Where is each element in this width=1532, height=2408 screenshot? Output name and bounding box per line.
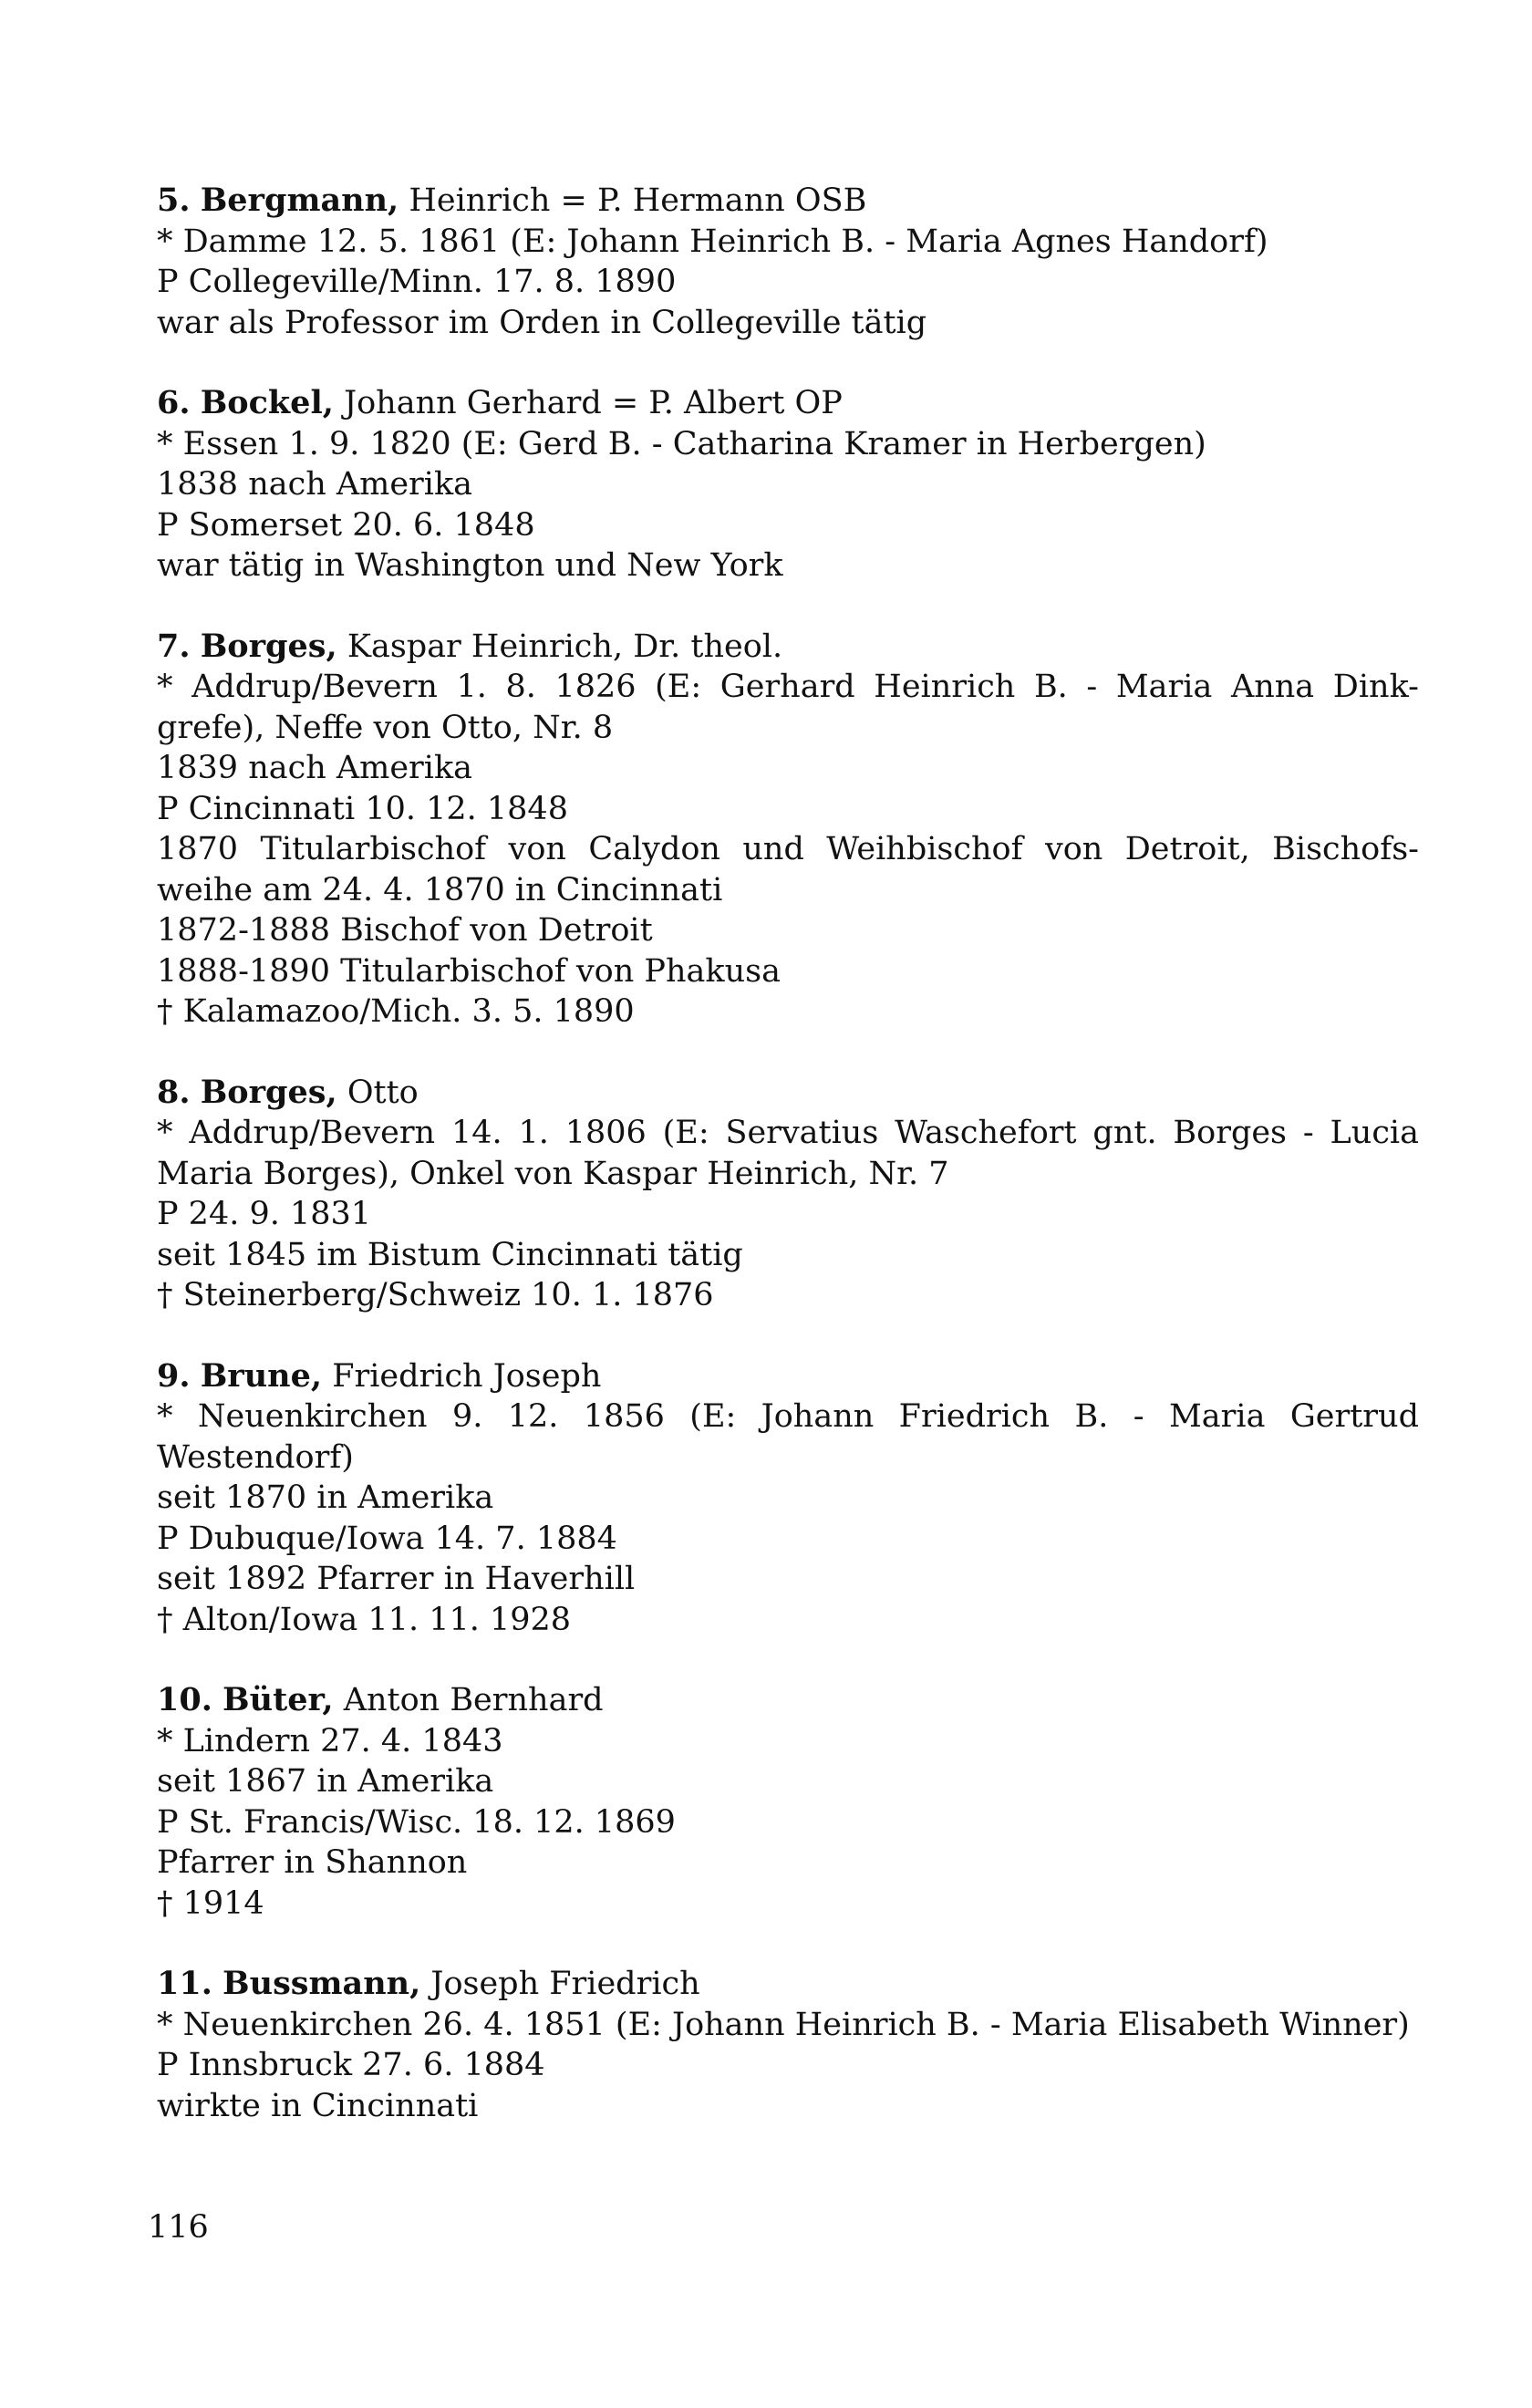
entry-given-names: Joseph Friedrich — [420, 1966, 700, 2002]
entry-detail-line: war als Professor im Orden in Collegeville tätig — [157, 304, 927, 341]
entry-given-names: Kaspar Heinrich, Dr. theol. — [336, 628, 783, 665]
entry-surname: Borges, — [200, 627, 337, 665]
entry — [157, 1964, 1419, 2126]
entry-surname: Bockel, — [200, 384, 334, 421]
entry — [157, 1680, 1419, 1924]
entry-detail-line: seit 1867 in Amerika — [157, 1763, 494, 1800]
entry-detail-line: 1839 nach Amerika — [157, 750, 473, 786]
entry-surname: Brune, — [200, 1356, 323, 1395]
entry-detail-line: grefe), Neffe von Otto, Nr. 8 — [157, 709, 614, 746]
page-number: 116 — [148, 2209, 209, 2246]
entry-detail-line: 1888-1890 Titularbischof von Phakusa — [157, 952, 781, 990]
entry — [157, 383, 1419, 586]
entry-detail-line: Westendorf) — [157, 1438, 354, 1476]
entry-detail-line: P Collegeville/Minn. 17. 8. 1890 — [157, 264, 677, 300]
entry-heading — [157, 1073, 1419, 1114]
entry-list — [157, 181, 1419, 2166]
entry-detail-line: 1872-1888 Bischof von Detroit — [157, 912, 653, 949]
entry-heading — [157, 627, 1419, 668]
entry-given-names: Friedrich Joseph — [322, 1357, 602, 1395]
entry-number: 9. — [157, 1356, 191, 1395]
entry-detail-line: * Essen 1. 9. 1820 (E: Gerd B. - Catharina Kramer in Herbergen) — [157, 425, 1206, 462]
entry-given-names: Anton Bernhard — [333, 1682, 604, 1718]
entry-detail-line: war tätig in Washington und New York — [157, 547, 783, 584]
entry-detail-line: seit 1892 Pfarrer in Haverhill — [157, 1561, 636, 1597]
entry-detail-line: seit 1870 in Amerika — [157, 1479, 494, 1516]
entry-number: 11. — [157, 1965, 212, 2002]
entry-detail-line: P Dubuque/Iowa 14. 7. 1884 — [157, 1520, 617, 1557]
entry-heading — [157, 1680, 1419, 1721]
entry — [157, 1356, 1419, 1641]
entry-detail-line: weihe am 24. 4. 1870 in Cincinnati — [157, 871, 723, 908]
entry-heading — [157, 1356, 1419, 1397]
entry-detail-line: Maria Borges), Onkel von Kaspar Heinrich, Nr. 7 — [157, 1155, 949, 1192]
entry-detail-line: † Kalamazoo/Mich. 3. 5. 1890 — [157, 993, 635, 1030]
entry-detail-line: 1870 Titularbischof von Calydon und Weihbischof von Detroit, Bischofs- — [157, 831, 1419, 867]
entry-detail-line: P 24. 9. 1831 — [157, 1196, 372, 1232]
entry-detail-line: P Cincinnati 10. 12. 1848 — [157, 790, 568, 827]
entry-detail-line: † Alton/Iowa 11. 11. 1928 — [157, 1601, 572, 1638]
entry-number: 5. — [157, 182, 191, 219]
entry-detail-line: * Addrup/Bevern 14. 1. 1806 (E: Servatius Waschefort gnt. Borges - Lucia — [157, 1115, 1419, 1151]
entry-detail-line: P St. Francis/Wisc. 18. 12. 1869 — [157, 1803, 676, 1841]
entry-detail-line: * Lindern 27. 4. 1843 — [157, 1722, 503, 1759]
entry-surname: Bergmann, — [200, 182, 399, 219]
entry-given-names: Heinrich = P. Hermann OSB — [399, 182, 867, 219]
entry-heading — [157, 383, 1419, 424]
entry-surname: Bussmann, — [223, 1965, 421, 2002]
entry-detail-line: Pfarrer in Shannon — [157, 1844, 468, 1881]
entry — [157, 627, 1419, 1033]
entry-detail-line: * Neuenkirchen 9. 12. 1856 (E: Johann Friedrich B. - Maria Gertrud — [157, 1398, 1419, 1435]
entry-detail-line: seit 1845 im Bistum Cincinnati tätig — [157, 1236, 743, 1273]
entry-detail-line: * Damme 12. 5. 1861 (E: Johann Heinrich B. - Maria Agnes Handorf) — [157, 223, 1268, 260]
entry-number: 10. — [157, 1681, 212, 1718]
entry-number: 7. — [157, 627, 191, 665]
entry-heading — [157, 1964, 1419, 2005]
entry-detail-line: † Steinerberg/Schweiz 10. 1. 1876 — [157, 1277, 714, 1313]
entry-given-names: Johann Gerhard = P. Albert OP — [333, 385, 843, 421]
entry-detail-line: P Somerset 20. 6. 1848 — [157, 506, 535, 544]
entry-detail-line: wirkte in Cincinnati — [157, 2087, 479, 2124]
entry-heading — [157, 181, 1419, 222]
entry-given-names: Otto — [336, 1074, 419, 1111]
entry-surname: Borges, — [200, 1073, 337, 1111]
entry-detail-line: 1838 nach Amerika — [157, 466, 473, 503]
entry-surname: Büter, — [223, 1681, 334, 1718]
entry — [157, 1073, 1419, 1316]
entry-detail-line: * Neuenkirchen 26. 4. 1851 (E: Johann Heinrich B. - Maria Elisabeth Winner) — [157, 2006, 1410, 2043]
entry-number: 8. — [157, 1073, 191, 1111]
entry-detail-line: † 1914 — [157, 1884, 264, 1922]
entry-detail-line: * Addrup/Bevern 1. 8. 1826 (E: Gerhard Heinrich B. - Maria Anna Dink- — [157, 669, 1419, 705]
entry-number: 6. — [157, 384, 191, 421]
entry-detail-line: P Innsbruck 27. 6. 1884 — [157, 2047, 545, 2083]
entry — [157, 181, 1419, 343]
